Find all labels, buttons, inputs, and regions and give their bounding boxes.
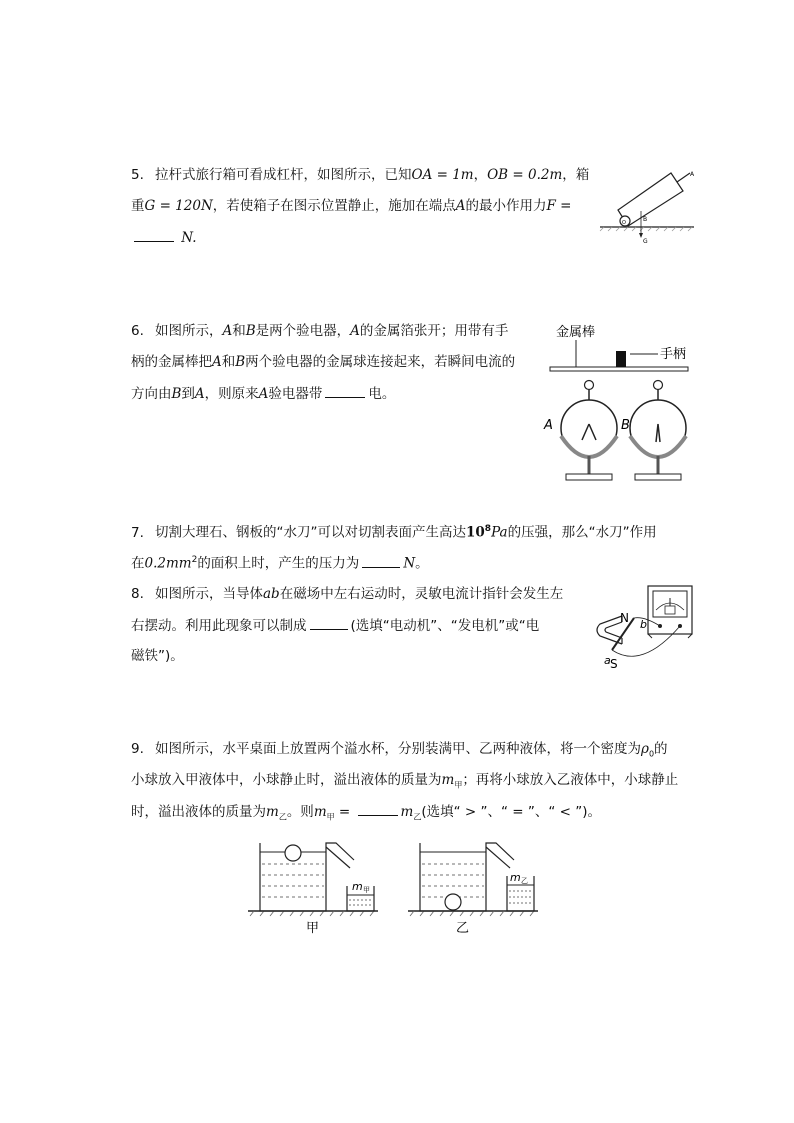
handle-label: 手柄: [660, 347, 687, 362]
q8-figure: [592, 584, 698, 672]
q9-line-2: 小球放入甲液体中，小球静止时，溢出液体的质量为$m_甲$；再将小球放入乙液体中，小球静止: [131, 772, 679, 790]
q8-number: 8.: [131, 586, 144, 602]
q6-line-3: 方向由B到A，则原来A验电器带 电。: [131, 383, 395, 404]
q7-line-1: 7. 切割大理石、钢板的“水刀”可以对切割表面产生高达$10^8Pa$的压强，那么“水刀”作用: [131, 524, 657, 541]
q7-line-2: 在$0.2mm^2$的面积上时，产生的压力为 N。: [131, 550, 429, 574]
q5-figure: [598, 163, 698, 248]
q5-oa: OA = 1m: [411, 167, 474, 183]
q5-ob: OB = 0.2m: [487, 167, 563, 183]
svg-text:A: A: [690, 171, 695, 178]
svg-text:甲: 甲: [363, 886, 370, 894]
q5-number: 5.: [131, 167, 144, 183]
metal-rod-label: 金属棒: [556, 325, 596, 340]
svg-text:B: B: [643, 216, 648, 223]
svg-text:b: b: [640, 618, 647, 631]
svg-text:S: S: [610, 657, 618, 671]
q6-line-2: 柄的金属棒把A和B两个验电器的金属球连接起来，若瞬间电流的: [131, 354, 516, 370]
q5-line-3: N.: [131, 227, 197, 248]
q9-line-1: 9. 如图所示，水平桌面上放置两个溢水杯，分别装满甲、乙两种液体，将一个密度为$\rho_0$的: [131, 741, 668, 759]
caption-jia: 甲: [306, 921, 320, 936]
svg-text:N: N: [620, 611, 629, 625]
q5-g: G = 120N: [144, 198, 213, 214]
svg-text:O: O: [622, 220, 626, 226]
q8-answer-blank[interactable]: [310, 615, 348, 630]
svg-text:B: B: [621, 418, 630, 433]
q8-line-1: 8. 如图所示，当导体ab在磁场中左右运动时，灵敏电流计指针会发生左: [131, 586, 564, 602]
svg-text:G: G: [643, 238, 648, 245]
q5-line-2: 重G = 120N，若使箱子在图示位置静止，施加在端点A的最小作用力F =: [131, 198, 572, 214]
svg-text:乙: 乙: [521, 877, 528, 885]
q5-answer-blank[interactable]: [134, 227, 174, 242]
overflow-cup-yi: [408, 843, 538, 936]
q6-line-1: 6. 如图所示，A和B是两个验电器，A的金属箔张开；用带有手: [131, 323, 509, 339]
q8-line-2: 右摆动。利用此现象可以制成 (选填“电动机”、“发电机”或“电: [131, 615, 539, 636]
rod-handle: [616, 351, 626, 367]
metal-rod: [550, 367, 688, 371]
q9-line-3: 时，溢出液体的质量为$m_乙$。则$m_甲 = m_乙$(选填“ > ”、“ = ”、“ < ”)。: [131, 801, 601, 828]
svg-text:A: A: [544, 418, 553, 433]
q9-figure: [246, 828, 542, 938]
q7-number: 7.: [131, 524, 144, 541]
svg-text:m: m: [510, 871, 521, 884]
q9-answer-blank[interactable]: [358, 801, 398, 816]
q5-line-1: 5. 拉杆式旅行箱可看成杠杆，如图所示，已知OA = 1m，OB = 0.2m，箱: [131, 167, 590, 183]
q6-answer-blank[interactable]: [325, 383, 365, 398]
q8-line-3: 磁铁”)。: [131, 648, 184, 664]
svg-text:a: a: [604, 654, 611, 667]
caption-yi: 乙: [456, 921, 470, 936]
svg-text:m: m: [352, 880, 363, 893]
q7-answer-blank[interactable]: [362, 553, 400, 568]
q9-number: 9.: [131, 741, 144, 757]
q6-figure: [540, 318, 700, 486]
overflow-cup-jia: [248, 843, 378, 936]
q6-number: 6.: [131, 323, 144, 339]
